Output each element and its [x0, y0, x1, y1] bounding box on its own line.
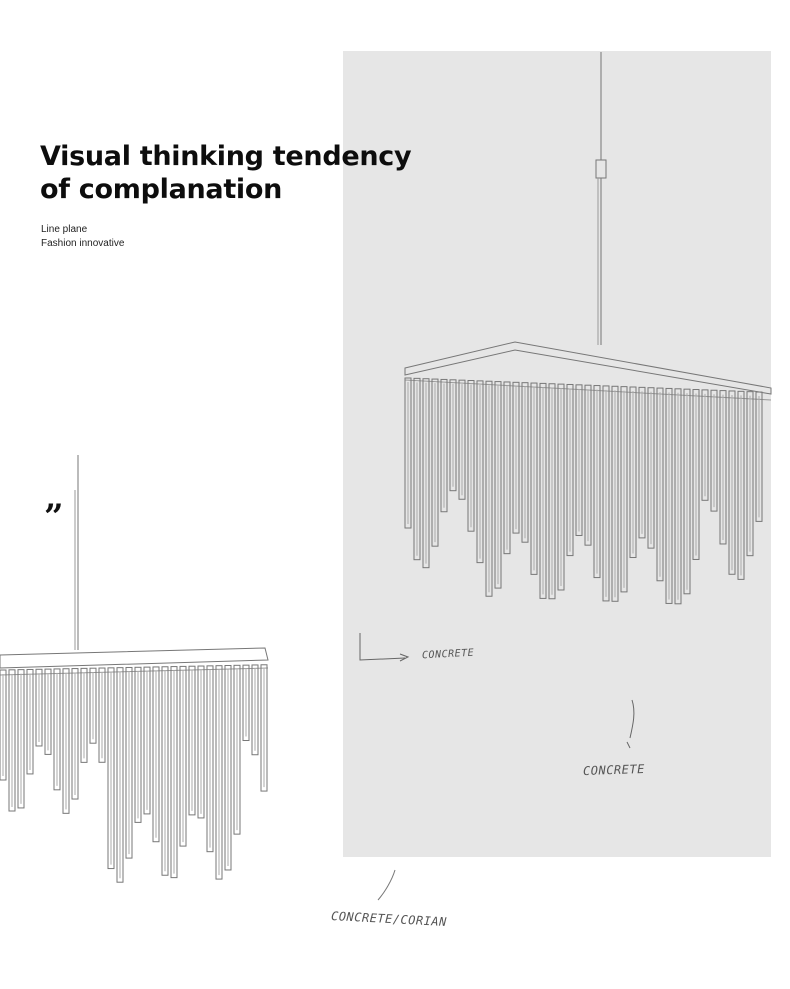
chandelier-sketch-left: [0, 455, 268, 882]
annotation-bottom-stroke: [378, 870, 395, 900]
chandelier-sketch-right: [405, 52, 771, 604]
annotation-concrete-corian: CONCRETE/CORIAN: [330, 908, 448, 930]
subtitle-line-1: Line plane: [41, 224, 88, 235]
annotation-arrow-icon: [360, 633, 408, 661]
headline-line-1: Visual thinking tendency: [40, 141, 412, 172]
annotation-concrete-arrow: CONCRETE: [421, 647, 475, 662]
headline-line-2: of complanation: [40, 174, 283, 205]
annotation-concrete-vertical: CONCRETE: [582, 761, 646, 779]
quote-mark-icon: ”: [44, 497, 64, 537]
annotation-vertical-stroke: [627, 700, 634, 748]
subtitle-line-2: Fashion innovative: [41, 238, 125, 249]
